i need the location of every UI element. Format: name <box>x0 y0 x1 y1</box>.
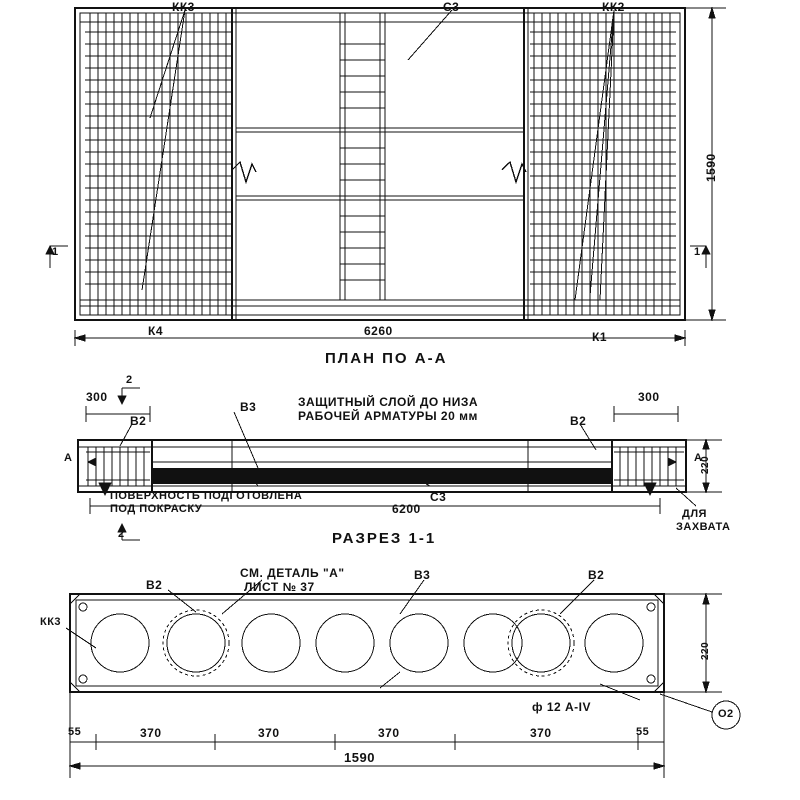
note-detail-ref-line1: СМ. ДЕТАЛЬ "А" <box>240 566 345 580</box>
note-protective-layer-line1: ЗАЩИТНЫЙ СЛОЙ ДО НИЗА <box>298 395 479 409</box>
level-mark-a-left: А <box>64 452 73 464</box>
level-mark-a-right: А <box>694 452 703 464</box>
note-detail-ref-line2: ЛИСТ № 37 <box>244 580 315 594</box>
s22-dim-55-left: 55 <box>68 726 82 738</box>
plan-dim-length: 6260 <box>364 324 393 338</box>
note-surface-line2: ПОД ПОКРАСКУ <box>110 503 203 515</box>
section-mark-2-bottom: 2 <box>118 528 125 540</box>
s22-dim-370-4: 370 <box>530 726 552 740</box>
s22-mark-b2-right: В2 <box>588 568 605 582</box>
s22-dim-total: 1590 <box>344 750 375 765</box>
note-surface-line1: ПОВЕРХНОСТЬ ПОДГОТОВЛЕНА <box>110 490 303 502</box>
s22-dim-220: 220 <box>700 641 711 660</box>
s22-dim-370-3: 370 <box>378 726 400 740</box>
note-protective-layer-line2: РАБОЧЕЙ АРМАТУРЫ 20 мм <box>298 409 478 423</box>
plan-dim-width: 1590 <box>704 153 718 182</box>
note-hole-diameter: ф 12 А-IV <box>532 700 592 714</box>
s22-mark-b2-left: В2 <box>146 578 163 592</box>
s22-dim-55-right: 55 <box>636 726 650 738</box>
section-1-1-title: РАЗРЕЗ 1-1 <box>332 530 437 547</box>
plan-section-mark-right: 1 <box>694 246 701 258</box>
section-dim-6200: 6200 <box>392 502 421 516</box>
note-lifting-line2: ЗАХВАТА <box>676 521 731 533</box>
s22-dim-370-1: 370 <box>140 726 162 740</box>
plan-mark-c3: С3 <box>443 0 460 14</box>
plan-mark-kk3: КК3 <box>172 0 195 14</box>
section-mark-b3: В3 <box>240 400 257 414</box>
plan-section-mark-left: 1 <box>52 246 59 258</box>
section-dim-220: 220 <box>700 455 711 474</box>
section-mark-c3: С3 <box>430 490 447 504</box>
s22-dim-370-2: 370 <box>258 726 280 740</box>
plan-view-title: ПЛАН ПО А-А <box>325 350 448 367</box>
detail-balloon-label: О2 <box>718 708 734 720</box>
s22-mark-kk3: КК3 <box>40 616 62 628</box>
s22-mark-b3: В3 <box>414 568 431 582</box>
note-lifting-line1: ДЛЯ <box>682 508 707 520</box>
plan-mark-k4: К4 <box>148 324 163 338</box>
plan-mark-kk2: КК2 <box>602 0 625 14</box>
section-mark-b2-right: В2 <box>570 414 587 428</box>
section-mark-b2-left: В2 <box>130 414 147 428</box>
section-dim-left-300: 300 <box>86 390 108 404</box>
plan-mark-k1: К1 <box>592 330 607 344</box>
section-dim-right-300: 300 <box>638 390 660 404</box>
section-mark-2-top: 2 <box>126 374 133 386</box>
